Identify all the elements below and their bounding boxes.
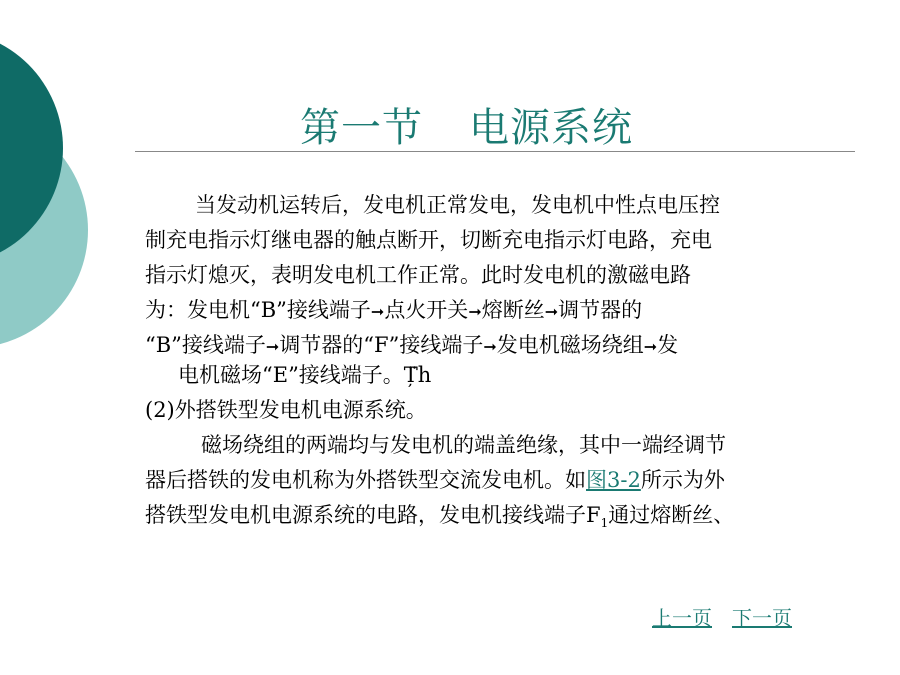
text-segment: 调节器的“F”接线端子 — [279, 333, 484, 357]
next-page-link[interactable]: 下一页 — [732, 606, 792, 630]
text-line: 电机磁场“E”接线端子。Ț̈h — [178, 363, 432, 387]
figure-link[interactable]: 图3-2 — [586, 468, 641, 492]
text-line: 磁场绕组的两端均与发电机的端盖绝缘，其中一端经调节 — [201, 433, 726, 457]
text-segment: 所示为外 — [640, 468, 725, 492]
text-segment: 搭铁型发电机电源系统的电路，发电机接线端子F — [145, 503, 601, 527]
text-line — [145, 463, 845, 498]
title-topic: 电源系统 — [469, 105, 633, 151]
prev-page-link[interactable]: 上一页 — [652, 606, 712, 630]
text-segment: 发 — [657, 333, 679, 357]
text-segment: “B”接线端子 — [145, 333, 266, 357]
text-line: 制充电指示灯继电器的触点断开，切断充电指示灯电路，充电 — [145, 228, 712, 252]
text-segment: 熔断丝 — [481, 298, 545, 322]
text-line: 当发动机运转后，发电机正常发电，发电机中性点电压控 — [195, 193, 720, 217]
arrow-icon: ➞ — [544, 302, 559, 321]
text-line: (2)外搭铁型发电机电源系统。 — [145, 398, 427, 422]
page-navigation — [652, 602, 792, 631]
text-line — [145, 498, 845, 533]
arrow-icon: ➞ — [370, 302, 385, 321]
body-text — [145, 188, 845, 533]
page-title — [300, 96, 680, 153]
text-segment: 调节器的 — [558, 298, 643, 322]
title-divider — [135, 151, 855, 152]
arrow-icon: ➞ — [643, 337, 658, 356]
arrow-icon: ➞ — [265, 337, 280, 356]
text-segment: 为：发电机“B”接线端子 — [145, 298, 371, 322]
title-section: 第一节 — [300, 105, 423, 151]
text-segment: 通过熔断丝、 — [608, 503, 735, 527]
subscript: 1 — [600, 516, 609, 531]
text-line: 指示灯熄灭，表明发电机工作正常。此时发电机的激磁电路 — [145, 263, 691, 287]
text-segment: 点火开关 — [384, 298, 469, 322]
text-segment: 器后搭铁的发电机称为外搭铁型交流发电机。如 — [145, 468, 586, 492]
arrow-icon: ➞ — [483, 337, 497, 356]
text-segment: 发电机磁场绕组 — [496, 333, 644, 357]
text-line — [145, 293, 845, 328]
arrow-icon: ➞ — [468, 302, 482, 321]
